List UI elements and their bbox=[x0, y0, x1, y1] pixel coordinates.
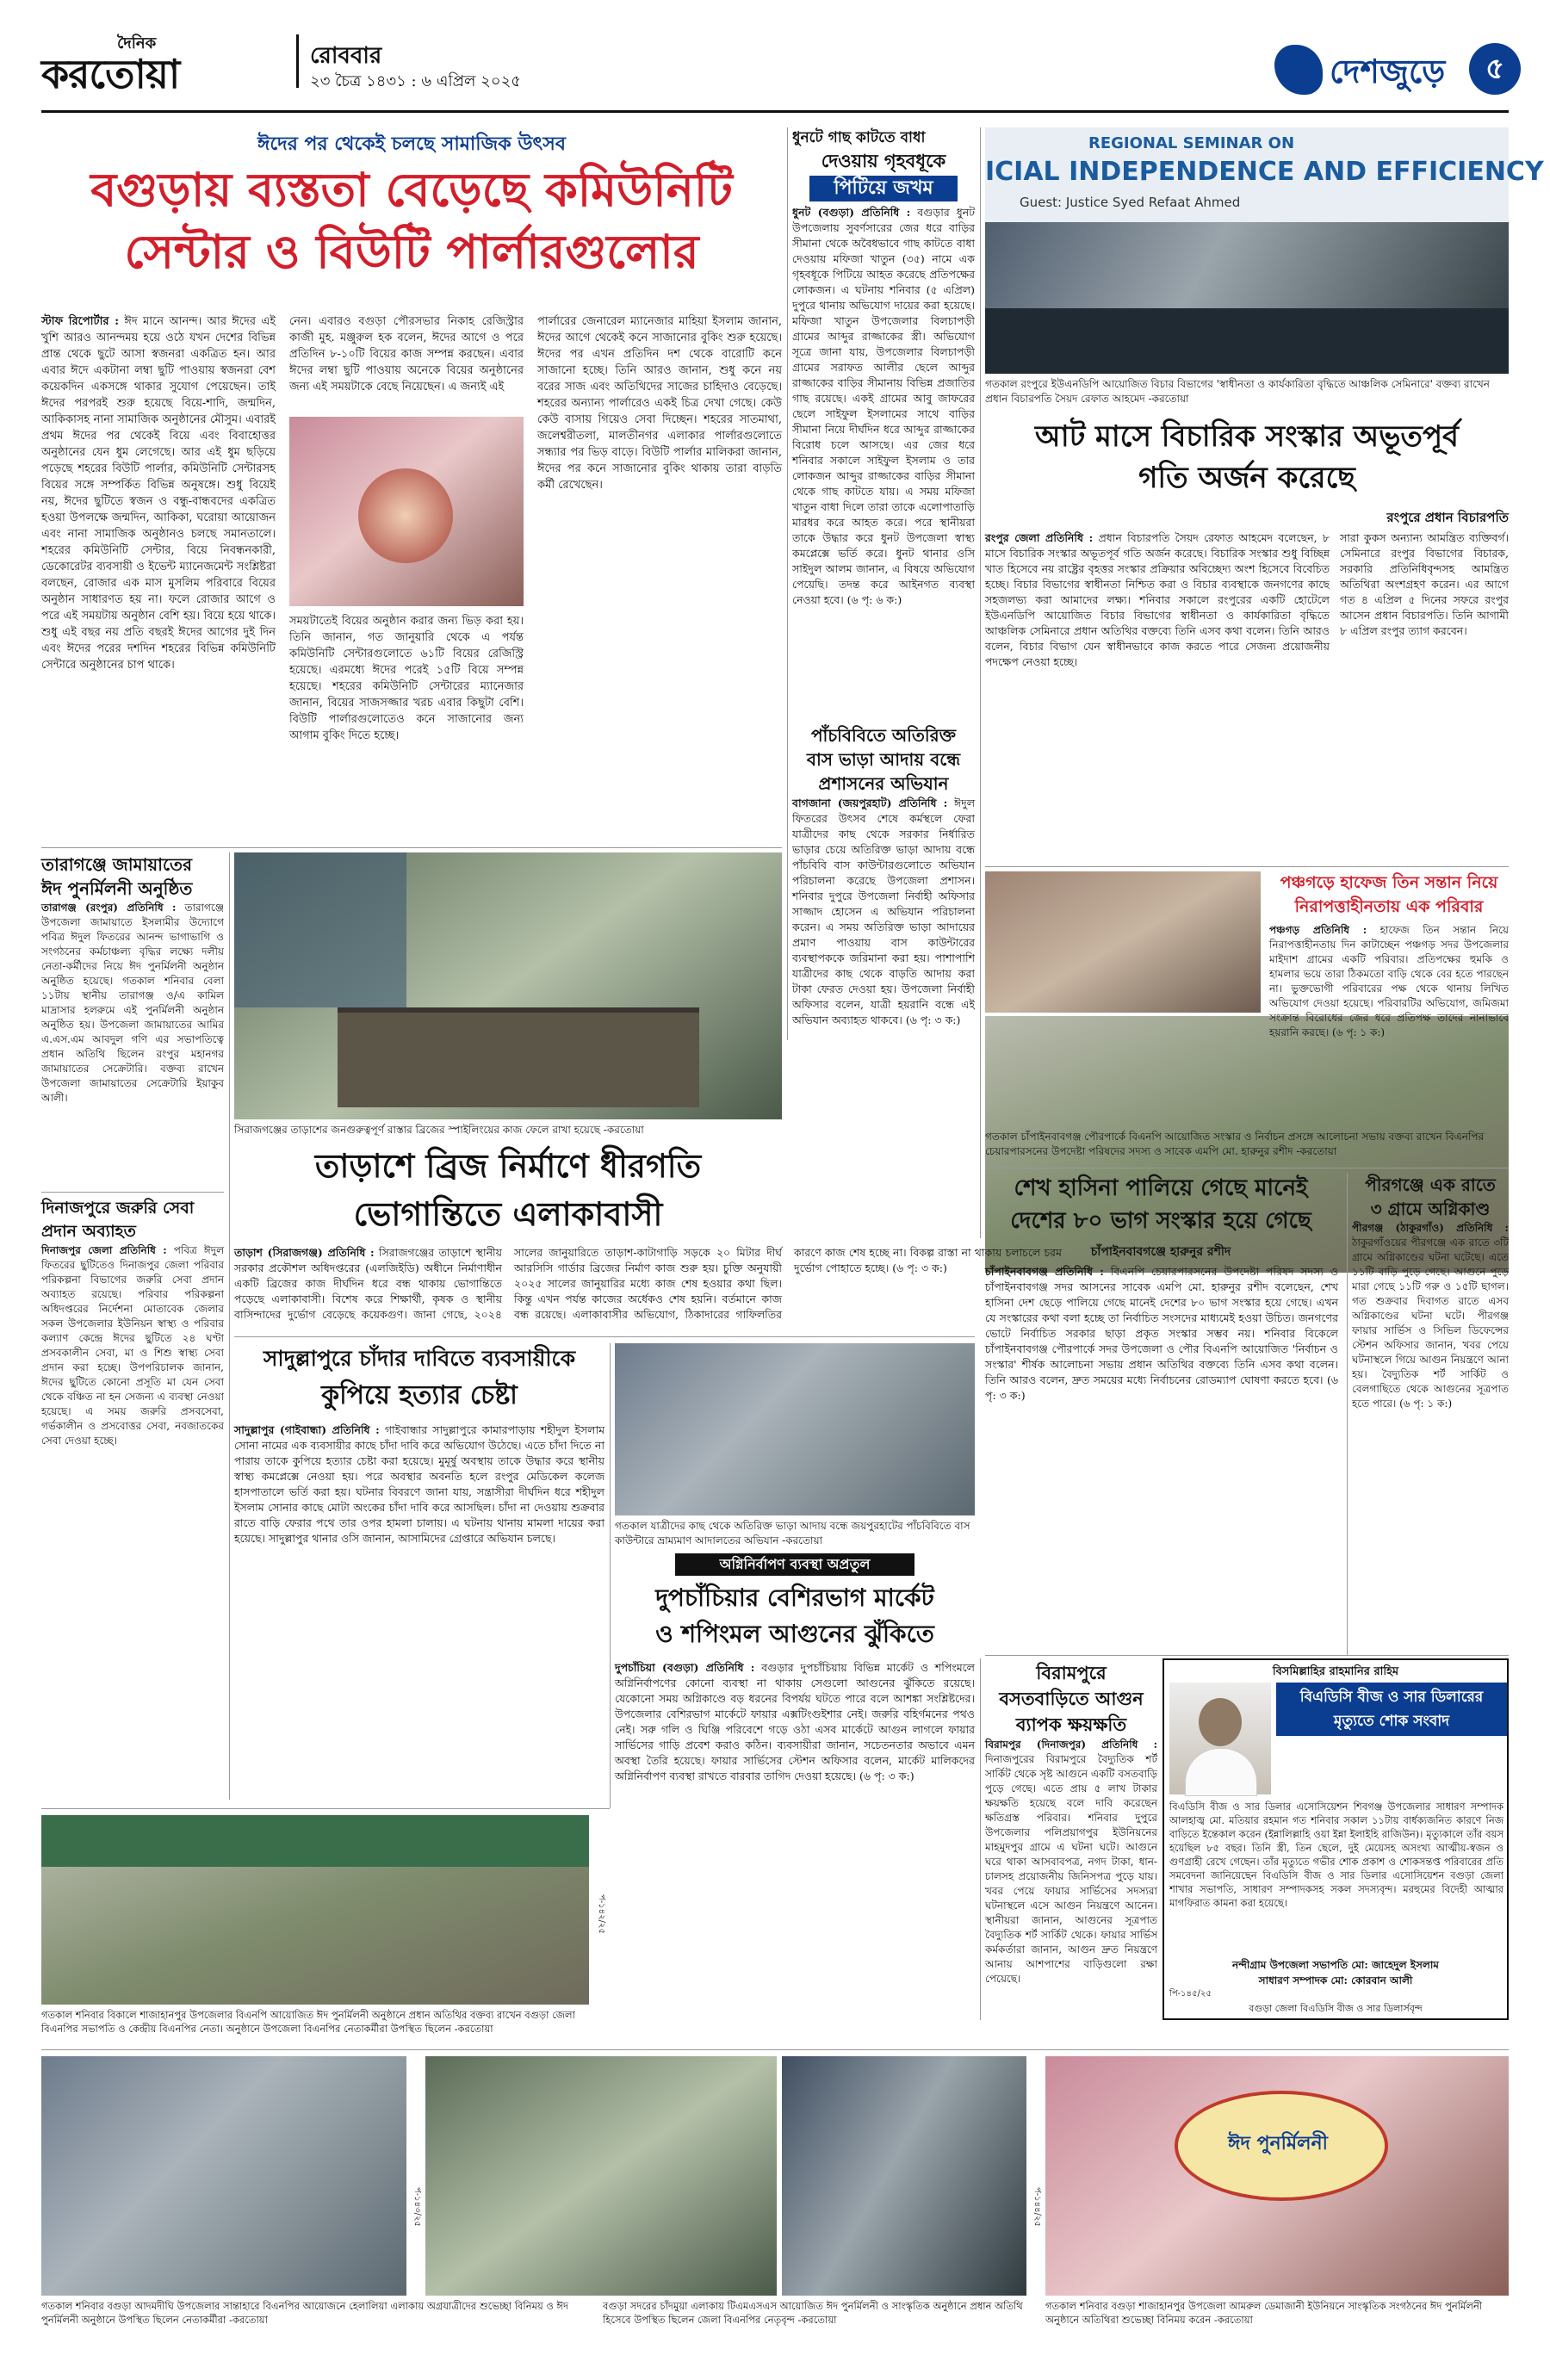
wedding-photo bbox=[289, 417, 524, 606]
sadullapur-headline-1: সাদুল্লাপুরে চাঁদার দাবিতে ব্যবসায়ীকে bbox=[263, 1346, 576, 1371]
lead-body-3: সময়টাতেই বিয়ের অনুষ্ঠান করার জন্য ভিড় করা হয়। তিনি জানান, গত জানুয়ারি থেকে এ পর্যন্ত কমিউনিটি সেন্টারগুলোতে ৬১টি বিয়ের রেজিস্ট্রি হয়েছে। এরমধ্যে ঈদের পরেই ১৫টি বিয়ে সম্পন্ন হয়েছে। শহরের কমিউনিটি সেন্টারের ম্যানেজার জানান, বিয়ের সাজসজ্জার খরচ এবার কিছুটা বেশি। বিউটি পার্লারগুলোতেও কনে সাজানোর জন্য আগাম বুকিং দিতে হচ্ছে। bbox=[289, 615, 524, 742]
shajahanpur-caption: গতকাল শনিবার বিকালে শাজাহানপুর উপজেলার বিএনপি আয়োজিত ঈদ পুনর্মিলনী অনুষ্ঠানে প্রধান অতিথির বক্তব্য রাখেন বগুড়া জেলা বিএনপির সভাপতি ও কেন্দ্রীয় বিএনপির নেতা। অনুষ্ঠানে উপজেলা বিএনপির নেতাকর্মীরা উপস্থিত ছিলেন -করতোয়া bbox=[41, 2009, 575, 2035]
chandmua-photo bbox=[425, 2056, 777, 2296]
sheikh-tagline: চাঁপাইনবাবগঞ্জে হারুনুর রশীদ bbox=[1090, 1245, 1231, 1259]
birampur-headline-3: ব্যাপক ক্ষয়ক্ষতি bbox=[1015, 1714, 1127, 1735]
panchagarh bbox=[1340, 530, 1509, 866]
lead-body-col3 bbox=[537, 313, 782, 830]
sadullapur-story bbox=[234, 1343, 604, 1808]
panchbibi-byline: বাগজানা (জয়পুরহাট) প্রতিনিধি : bbox=[792, 796, 948, 809]
bridge-headline-2: ভোগান্তিতে এলাকাবাসী bbox=[353, 1195, 663, 1233]
dinajpur-story bbox=[41, 1197, 224, 1800]
taraganj-headline-2: ঈদ পুনর্মিলনী অনুষ্ঠিত bbox=[41, 878, 193, 899]
pirganj-body: ঠাকুরগাঁওয়ের পীরগঞ্জে এক রাতে ৩টি গ্রামে অগ্নিকাণ্ডের ঘটনা ঘটেছে। এতে ১১টি বাড়ি পুড়ে গেছে। আগুনে পুড়ে মারা গেছে ১১টি গরু ও ১৫টি ছাগল। গত শুক্রবার দিবাগত রাতে এসব অগ্নিকাণ্ডের ঘটনা ঘটে। পীরগঞ্জ ফায়ার সার্ভিস ও সিভিল ডিফেন্সের স্টেশন অফিসার জানান, খবর পেয়ে ঘটনাস্থলে গিয়ে আগুন নিয়ন্ত্রণে আনা হয়। বৈদ্যুতিক শর্ট সার্কিট ও বেলগাছিতে থেকে আগুনের সূত্রপাত হতে পারে। (৬ পৃ: ১ ক:) bbox=[1352, 1236, 1509, 1410]
lead-headline-2: সেন্টার ও বিউটি পার্লারগুলোর bbox=[124, 225, 699, 279]
lead-body-4: পার্লারের জেনারেল ম্যানেজার মাহিয়া ইসলাম জানান, ঈদের আগে থেকেই কনে সাজানোর বুকিং শুরু হয়েছে। ঈদের পর এখন প্রতিদিন দশ থেকে বারোটি কনে সাজানো হচ্ছে। তিনি আরও জানান, শুধু কনে নয় বরের সাজ এবং অতিথিদের সাজের চাহিদাও বেড়েছে। শহরের অন্যান্য পার্লারেও একই চিত্র দেখা গেছে। কেউ কেউ বাসায় গিয়েও সেবা দিচ্ছেন। শহরের সাতমাথা, জলেশ্বরীতলা, মালতীনগর এলাকার পার্লারগুলোতে সন্ধ্যার পর ভিড় বাড়ে। বিউটি পার্লার মালিকরা জানান, ঈদের পর কনে সাজানোর বুকিং থাকায় তারা বাড়তি কর্মী রেখেছেন। bbox=[537, 315, 782, 492]
sheikh-body: বিএনপি চেয়ারপারসনের উপদেষ্টা পরিষদ সদস্য ও চাঁপাইনবাবগঞ্জ সদর আসনের সাবেক এমপি মো. হারুনুর রশীদ বলেছেন, শেখ হাসিনা দেশ ছেড়ে পালিয়ে গেছে মানেই দেশের ৮০ ভাগ সংস্কার হয়ে গেছে। এখন যে সংস্কারের কথা বলা হচ্ছে তা নির্বাচিত সংসদের মাধ্যমেই হওয়া উচিত। জনগণের ভোটে নির্বাচিত সরকার ছাড়া প্রকৃত সংস্কার সম্ভব নয়। শনিবার বিকেলে চাঁপাইনবাবগঞ্জ পৌরপার্কে সদর উপজেলা ও পৌর বিএনপি আয়োজিত 'নির্বাচন ও সংস্কার' শীর্ষক আলোচনা সভায় প্রধান অতিথির বক্তব্যে তিনি এসব কথা বলেন। তিনি আরও বলেন, দ্রুত সময়ের মধ্যে নির্বাচনের রোডম্যাপ ঘোষণা করতে হবে। (৬ পৃ: ৩ ক:) bbox=[985, 1265, 1339, 1402]
dupchanchia-headline-2: ও শপিংমল আগুনের ঝুঁকিতে bbox=[655, 1620, 934, 1648]
condolence-portrait bbox=[1169, 1683, 1271, 1794]
panchbibi-story bbox=[792, 723, 975, 1240]
birampur-story bbox=[985, 1660, 1157, 2022]
bus-raid-caption: গতকাল যাত্রীদের কাছ থেকে অতিরিক্ত ভাড়া আদায় বন্ধে জয়পুরহাটের পাঁচবিবিতে বাস কাউন্টারে ভ্রাম্যমাণ আদালতের অভিযান -করতোয়া bbox=[615, 1520, 970, 1546]
dinajpur-headline-1: দিনাজপুরে জরুরি সেবা bbox=[41, 1199, 195, 1218]
condolence-ad bbox=[1162, 1658, 1509, 2020]
lead-body-col1 bbox=[41, 313, 276, 830]
dupchanchia-kicker: অগ্নিনির্বাপণ ব্যবস্থা অপ্রতুল bbox=[675, 1553, 914, 1576]
lead-body-1: ঈদ মানে আনন্দ। আর ঈদের এই খুশি আরও আনন্দময় হয়ে ওঠে যখন দেশের বিভিন্ন প্রান্ত থেকে ছুটে আসা স্বজনরা একত্রিত হন। আর এবার ঈদে একটানা লম্বা ছুটি পাওয়ায় স্বজনরা বেশ কয়েকদিন একসঙ্গে থাকার সুযোগ পেয়েছেন। তাই ঈদের পরপরই শুরু হয়েছে বিয়ে-শাদি, জন্মদিন, আকিকাসহ নানা সামাজিক অনুষ্ঠানের মৌসুম। এবারই প্রথম ঈদের পর থেকেই বিয়ে এবং বিবাহোত্তর অনুষ্ঠানের যেন ধুম লেগেছে। আর এই ধুম ছড়িয়ে পড়েছে শহরের বিউটি পার্লার, কমিউনিটি সেন্টারসহ বিয়ের সঙ্গে সম্পর্কিত বিভিন্ন অনুষঙ্গে। শুধু বিয়েই নয়, ঈদের ছুটিতে স্বজন ও বন্ধু-বান্ধবদের একত্রিত হওয়া উপলক্ষে জন্মদিন, আকিকা, ঘরোয়া আয়োজন এবং নানা সামাজিক অনুষ্ঠানও চলছে সমানতালে। শহরের কমিউনিটি সেন্টার, বিয়ে নিবন্ধনকারী, ডেকোরেটর ব্যবসায়ী ও ইভেন্ট ম্যানেজমেন্ট সংশ্লিষ্টরা বলছেন, রোজার এক মাস মুসলিম পরিবারে বিয়ের অনুষ্ঠান সাধারণত হয় না। ফলে রোজার আগে ও পরে এই সময়টায় অনুষ্ঠান বেশি হয়। বিয়ে হয়ে থাকে। শুধু এই বছর নয় প্রতি বছরই ঈদের আগের দুই দিন এবং ঈদের পরের দশদিন শহরের বিভিন্ন কমিউনিটি সেন্টারে অনুষ্ঠানের চাপ থাকে। bbox=[41, 315, 276, 672]
dupchanchia-byline: দুপচাঁচিয়া (বগুড়া) প্রতিনিধি : bbox=[615, 1661, 755, 1674]
lead-body-2: নেন। এবারও বগুড়া পৌরসভার নিকাহ রেজিস্ট্রার কাজী মুহ. মঞ্জুরুল হক বলেন, ঈদের আগে ও পরে প্রতিদিন ৮-১০টি বিয়ের কাজ সম্পন্ন করছেন। এবার ঈদের লম্বা ছুটি পাওয়ায় অনেকে বিয়ের অনুষ্ঠানের জন্য এই সময়টাকে বেছে নিয়েছেন। এ জন্যই এই bbox=[289, 315, 524, 394]
condolence-body: বিএডিসি বীজ ও সার ডিলার এসোসিয়েশন শিবগঞ্জ উপজেলার সাধারণ সম্পাদক আলহাজ্ব মো. মতিয়ার রহমান গত শনিবার সকাল ১১টায় বার্ধক্যজনিত কারণে নিজ বাড়িতে ইন্তেকাল করেন (ইন্নালিল্লাহি ওয়া ইন্না ইলাইহি রাজিউন)। মৃত্যুকালে তাঁর বয়স হয়েছিল ৮৫ বছর। তিনি স্ত্রী, তিন ছেলে, দুই মেয়েসহ অসংখ্য আত্মীয়-স্বজন ও গুণগ্রাহী রেখে গেছেন। তাঁর মৃত্যুতে গভীর শোক প্রকাশ ও শোকসন্তপ্ত পরিবারের প্রতি সমবেদনা জানিয়েছেন বিএডিসি বীজ ও সার ডিলার এসোসিয়েশন বগুড়া জেলা শাখার সভাপতি, সাধারণ সম্পাদকসহ সকল সদস্যবৃন্দ। মরহুমের বিদেহী আত্মার মাগফিরাত কামনা করা হয়েছে। bbox=[1169, 1800, 1504, 1909]
panchbibi-headline-3: প্রশাসনের অভিযান bbox=[818, 773, 949, 794]
masthead bbox=[0, 0, 1550, 121]
dhunat-headline-2: পিটিয়ে জখম bbox=[809, 176, 958, 201]
dinajpur-headline-2: প্রদান অব্যাহত bbox=[41, 1222, 136, 1241]
sheikh-byline: চাঁপাইনবাবগঞ্জ প্রতিনিধি : bbox=[985, 1265, 1104, 1278]
condolence-sign-2: সাধারণ সম্পাদক মো: কোরবান আলী bbox=[1258, 1974, 1413, 1986]
dinajpur-byline: দিনাজপুর জেলা প্রতিনিধি : bbox=[41, 1244, 167, 1256]
santahar-caption: গতকাল শনিবার বগুড়া আদমদীঘি উপজেলার সান্তাহারে বিএনপির আয়োজনে হেলালিয়া এলাকায় অগ্রযাত্রীদের শুভেচ্ছা বিনিময় ও ঈদ পুনর্মিলনী অনুষ্ঠানে উপস্থিত ছিলেন নেতাকর্মীরা -করতোয়া bbox=[41, 2300, 569, 2326]
birampur-byline: বিরামপুর (দিনাজপুর) প্রতিনিধি : bbox=[985, 1739, 1157, 1751]
panchagarh-byline: পঞ্চগড় প্রতিনিধি : bbox=[1269, 924, 1367, 936]
reunion-banner bbox=[1175, 2091, 1388, 2201]
sadullapur-body: গাইবান্ধার সাদুল্লাপুরে কামারপাড়ায় শহীদুল ইসলাম সোনা নামের এক ব্যবসায়ীর কাছে চাঁদা দাবি করে অভিযোগ উঠেছে। এতে চাঁদা দিতে না পারায় তাকে কুপিয়ে হত্যার চেষ্টা করা হয়েছে। মুমূর্ষু অবস্থায় তাকে উদ্ধার করে স্থানীয় স্বাস্থ্য কমপ্লেক্সে নেওয়া হয়। পরে অবস্থার অবনতি হলে রংপুর মেডিকেল কলেজ হাসপাতালে ভর্তি করা হয়। ঘটনার বিবরণে জানা যায়, সন্ত্রাসীরা দীর্ঘদিন ধরে শহীদুল ইসলাম সোনার কাছে মোটা অংকের চাঁদা দাবি করে আসছিল। চাঁদা না দেওয়ায় শুক্রবার রাতে বাড়ি ফেরার পথে তার ওপর হামলা চালায়। এ ঘটনায় থানায় মামলা দায়ের করা হয়েছে। সাদুল্লাপুর থানার ওসি জানান, আসামিদের গ্রেপ্তারে অভিযান চলছে। bbox=[234, 1423, 605, 1545]
lead-byline: স্টাফ রিপোর্টার : bbox=[41, 315, 120, 328]
seminar-body-2: সারা কুকস অন্যান্য আমন্ত্রিত ব্যক্তিবর্গ। সেমিনারে রংপুর বিভাগের বিচারক, সরকারি প্রতিনিধিবৃন্দসহ আমন্ত্রিত অতিথিরা অংশগ্রহণ করেন। এর আগে গত ৪ এপ্রিল ৫ দিনের সফরে রংপুর আসেন প্রধান বিচারপতি। তিনি আগামী ৮ এপ্রিল রংপুর ত্যাগ করবেন। bbox=[1340, 531, 1509, 637]
bridge-photo bbox=[234, 852, 782, 1119]
seminar-headline-1: আট মাসে বিচারিক সংস্কার অভূতপূর্ব bbox=[1035, 419, 1459, 454]
bridge-byline: তাড়াশ (সিরাজগঞ্জ) প্রতিনিধি : bbox=[234, 1246, 375, 1259]
seminar-banner-1: REGIONAL SEMINAR ON bbox=[1088, 134, 1295, 152]
panchagarh-headline-1: পঞ্চগড়ে হাফেজ তিন সন্তান নিয়ে bbox=[1280, 873, 1498, 892]
logo-main: করতোয়া bbox=[41, 51, 180, 97]
taraganj-byline: তারাগঞ্জ (রংপুর) প্রতিনিধি : bbox=[41, 902, 177, 914]
side-code-3: প-১৪৪/২৫ bbox=[1032, 2187, 1042, 2227]
sheikh-headline-1: শেখ হাসিনা পালিয়ে গেছে মানেই bbox=[1014, 1175, 1308, 1201]
bangladesh-map-icon bbox=[1274, 45, 1323, 95]
seminar-byline: রংপুর জেলা প্রতিনিধি : bbox=[985, 531, 1094, 544]
dhunat-byline: ধুনট (বগুড়া) প্রতিনিধি : bbox=[792, 206, 911, 219]
birampur-body: দিনাজপুরের বিরামপুরে বৈদ্যুতিক শর্ট সার্কিট থেকে সৃষ্ট আগুনে একটি বসতবাড়ি পুড়ে গেছে। এতে প্রায় ৫ লাখ টাকার ক্ষয়ক্ষতি হয়েছে বলে দাবি করেছেন ক্ষতিগ্রস্ত পরিবার। শনিবার দুপুরে উপজেলার পলিপ্রয়াগপুর ইউনিয়নের মাহমুদপুর গ্রামে এ ঘটনা ঘটে। আগুনে ঘরে থাকা আসবাবপত্র, নগদ টাকা, ধান-চালসহ প্রয়োজনীয় জিনিসপত্র পুড়ে যায়। খবর পেয়ে ফায়ার সার্ভিসের সদস্যরা ঘটনাস্থলে এসে আগুন নিয়ন্ত্রণে আনেন। স্থানীয়রা জানান, আগুনের সূত্রপাত বৈদ্যুতিক শর্ট সার্কিট থেকে। ফায়ার সার্ভিস কর্মকর্তারা জানান, আগুন দ্রুত নিয়ন্ত্রণে আনায় আশপাশের বাড়িগুলো রক্ষা পেয়েছে। bbox=[985, 1753, 1157, 1985]
taraganj-body: তারাগঞ্জে উপজেলা জামায়াতে ইসলামীর উদ্যোগে পবিত্র ঈদুল ফিতরের আনন্দ ভাগাভাগি ও সংগঠনের কর্মচাঞ্চল্য বৃদ্ধির লক্ষ্যে দলীয় নেতা-কর্মীদের নিয়ে ঈদ পুনর্মিলনী অনুষ্ঠান অনুষ্ঠিত হয়েছে। গতকাল শনিবার বেলা ১১টায় স্থানীয় তারাগঞ্জ ও/এ কামিল মাদ্রাসার হলরুমে এই পুনর্মিলনী অনুষ্ঠান অনুষ্ঠিত হয়। উপজেলা জামায়াতের আমির এ.এস.এম আবদুল গণি এর সভাপতিত্বে প্রধান অতিথি ছিলেন রংপুর মহানগর জামায়াতের সেক্রেটারি। বক্তব্য রাখেন উপজেলা জামায়াতের সেক্রেটারি ইয়াকুব আলী। bbox=[41, 902, 224, 1104]
panchagarh-body: হাফেজ তিন সন্তান নিয়ে নিরাপত্তাহীনতায় দিন কাটাচ্ছেন পঞ্চগড় সদর উপজেলার মাইদাশ গ্রামের একটি পরিবার। প্রতিপক্ষের হুমকি ও হামলার ভয়ে তারা ঠিকমতো বাড়ি থেকে বের হতে পারছেন না। ভুক্তভোগী পরিবারের পক্ষ থেকে থানায় লিখিত অভিযোগ দেওয়া হয়েছে। পরিবারটির অভিযোগ, জমিজমা সংক্রান্ত বিরোধের জের ধরে প্রতিপক্ষ তাদের নানাভাবে হয়রানি করছে। (৬ পৃ: ১ ক:) bbox=[1269, 924, 1509, 1038]
page-number: ৫ bbox=[1469, 43, 1521, 95]
panchbibi-headline-2: বাস ভাড়া আদায় বন্ধে bbox=[806, 749, 961, 770]
condolence-title-1: বিএডিসি বীজ ও সার ডিলারের bbox=[1299, 1689, 1484, 1706]
dhunat-body: বগুড়ার ধুনট উপজেলায় সুবর্ণসারের জের ধরে বাড়ির সীমানা থেকে অবৈধভাবে গাছ কাটতে বাধা দেওয়ায় মফিজা খাতুন (৩৫) নামে এক গৃহবধূকে পিটিয়ে আহত করেছে প্রতিপক্ষের লোকজন। এ ঘটনায় শনিবার (৫ এপ্রিল) দুপুরে থানায় অভিযোগ দায়ের করা হয়েছে। মফিজা খাতুন উপজেলার বিলচাপড়ী গ্রামের আব্দুর রাজ্জাকের স্ত্রী। অভিযোগ সূত্রে জানা যায়, উপজেলার বিলচাপড়ী গ্রামের সরাফত আলীর ছেলে আব্দুর রাজ্জাকের বাড়ির সীমানায় বিভিন্ন প্রজাতির গাছ রয়েছে। একই গ্রামের আবু জাফরের ছেলে সাইফুল ইসলামের সাথে বাড়ির সীমানা নিয়ে দীর্ঘদিন ধরে আব্দুর রাজ্জাকের বিরোধ চলে আসছে। এর জের ধরে শনিবার সকালে সাইফুল ইসলাম ও তার লোকজন আব্দুর রাজ্জাকের বাড়ির সীমানা থেকে গাছ কাটতে যায়। এ সময় মফিজা খাতুন বাধা দিলে তারা তাকে এলোপাতাড়ি মারধর করে আহত করে। পরে স্থানীয়রা তাকে উদ্ধার করে ধুনট উপজেলা স্বাস্থ্য কমপ্লেক্সে ভর্তি করে। ধুনট থানার ওসি সাইদুল আলম জানান, এ বিষয়ে অভিযোগ পেয়েছি। তদন্ত করে আইনগত ব্যবস্থা নেওয়া হবে। (৬ পৃ: ৬ ক:) bbox=[792, 206, 976, 606]
bus-raid-photo bbox=[615, 1343, 975, 1515]
lead-body-col2-bottom bbox=[289, 613, 524, 828]
logo-small: দৈনিক bbox=[117, 34, 157, 53]
sadullapur-headline-2: কুপিয়ে হত্যার চেষ্টা bbox=[321, 1380, 518, 1410]
condolence-header: বিসমিল্লাহির রাহমানির রাহিম bbox=[1272, 1665, 1399, 1678]
side-code-2: প-১৪৩/২৫ bbox=[412, 2187, 422, 2228]
amrul-caption: গতকাল শনিবার বগুড়া শাজাহানপুর উপজেলা আমরুল ডেমাজানী ইউনিয়নে সাংস্কৃতিক সংগঠনের ঈদ পুনর্মিলনী অনুষ্ঠানে অতিথিরা শুভেচ্ছা বিনিময় করেন -করতোয়া bbox=[1045, 2300, 1483, 2326]
seminar-photo bbox=[985, 127, 1544, 374]
condolence-sign-1: নন্দীগ্রাম উপজেলা সভাপতি মো: জাহেদুল ইসলাম bbox=[1232, 1959, 1439, 1971]
dinajpur-body: পবিত্র ঈদুল ফিতরের ছুটিতেও দিনাজপুর জেলা পরিবার পরিকল্পনা বিভাগের জরুরি সেবা প্রদান অব্যাহত রয়েছে। পরিবার পরিকল্পনা অধিদপ্তরের নির্দেশনা মোতাবেক জেলার সকল উপজেলার ইউনিয়ন স্বাস্থ্য ও পরিবার কল্যাণ কেন্দ্রে ঈদের ছুটিতে ২৪ ঘণ্টা প্রসবকালীন সেবা, মা ও শিশু স্বাস্থ্য সেবা প্রদান করা হচ্ছে। উপপরিচালক জানান, ঈদের ছুটিতে কোনো প্রসূতি মা যেন সেবা থেকে বঞ্চিত না হন সেজন্য এ ব্যবস্থা নেওয়া হয়েছে। এ সময় জরুরি প্রসবসেবা, গর্ভকালীন ও প্রসবোত্তর সেবা, নবজাতকের সেবা দেওয়া হচ্ছে। bbox=[41, 1244, 225, 1447]
pirganj-byline: পীরগঞ্জ (ঠাকুরগাঁও) প্রতিনিধি : bbox=[1352, 1222, 1509, 1234]
dupchanchia-headline-1: দুপচাঁচিয়ার বেশিরভাগ মার্কেট bbox=[655, 1584, 934, 1612]
sherpur-photo bbox=[782, 2056, 1026, 2296]
hands-icon bbox=[358, 468, 453, 563]
dhunat-story bbox=[792, 127, 975, 722]
panchagarh-real bbox=[985, 871, 1509, 1038]
panchagarh-side-photo bbox=[985, 871, 1261, 1013]
seminar-body-1: প্রধান বিচারপতি সৈয়দ রেফাত আহমেদ বলেছেন, ৮ মাসে বিচারিক সংস্কার অভূতপূর্ব গতি অর্জন করেছে। বিচারিক সংস্কার শুধু বিচ্ছিন্ন খাত হিসেবে নয় রাষ্ট্রের বৃহত্তর সংস্কার প্রক্রিয়ার অবিচ্ছেদ্য অংশ হিসেবে বিবেচিত হচ্ছে। বিচার বিভাগের স্বাধীনতা নিশ্চিত করা ও বিচার ব্যবস্থাকে জনগণের কাছে সহজলভ্য করা আমাদের লক্ষ্য। শনিবার সকালে রংপুরের একটি হোটেলে ইউএনডিপি আয়োজিত বিচার বিভাগের স্বাধীনতা ও কার্যকারিতা বৃদ্ধিতে আঞ্চলিক সেমিনারে প্রধান অতিথির বক্তব্যে তিনি এসব কথা বলেন। তিনি আরও বলেন, বিচার বিভাগ যেন স্বাধীনভাবে কাজ করতে পারে সেজন্য প্রয়োজনীয় পদক্ষেপ নেওয়া হচ্ছে। bbox=[985, 531, 1330, 668]
bridge-body: সিরাজগঞ্জের তাড়াশে স্থানীয় সরকার প্রকৌশল অধিদপ্তরের (এলজিইডি) অধীনে নির্মাণাধীন একটি ব্রিজের কাজ দীর্ঘদিন ধরে বন্ধ থাকায় ভোগান্তিতে পড়েছে এলাকাবাসী। বিশেষ করে শিক্ষার্থী, কৃষক ও স্থানীয় বাসিন্দাদের দুর্ভোগ বেড়েছে কয়েকগুণ। জানা গেছে, ২০২৪ সালের জানুয়ারিতে তাড়াশ-কাটাগাড়ি সড়কে ২০ মিটার দীর্ঘ আরসিসি গার্ডার ব্রিজের নির্মাণ কাজ শুরু হয়। চুক্তি অনুযায়ী ২০২৫ সালের জানুয়ারির মধ্যে কাজ শেষ হওয়ার কথা ছিল। কিন্তু এখন পর্যন্ত কাজের অর্ধেকও শেষ হয়নি। বর্তমানে কাজ বন্ধ রয়েছে। এলাকাবাসীর অভিযোগ, ঠিকাদারের গাফিলতির কারণে কাজ শেষ হচ্ছে না। বিকল্প রাস্তা না থাকায় চলাচলে চরম দুর্ভোগ পোহাতে হচ্ছে। (৬ পৃ: ৩ ক:) bbox=[234, 1246, 1062, 1321]
masthead-day: রোববার bbox=[310, 43, 382, 69]
birampur-headline-1: বিরামপুরে bbox=[1036, 1663, 1107, 1683]
dhunat-headline-1: দেওয়ায় গৃহবধূকে bbox=[821, 151, 946, 171]
person-icon bbox=[1199, 1698, 1242, 1746]
pirganj-headline-2: ৩ গ্রামে অগ্নিকাণ্ড bbox=[1370, 1199, 1491, 1219]
chandmua-caption: বগুড়া সদরের চাঁদমুয়া এলাকায় টিএমএসএস আয়োজিত ঈদ পুনর্মিলনী ও সাংস্কৃতিক অনুষ্ঠানে প্রধান অতিথি হিসেবে উপস্থিত ছিলেন জেলা বিএনপির নেতৃবৃন্দ -করতোয়া bbox=[603, 2300, 1023, 2326]
lead-story bbox=[41, 121, 782, 844]
shajahanpur-photo bbox=[41, 1815, 589, 2005]
lead-kicker: ঈদের পর থেকেই চলছে সামাজিক উৎসব bbox=[257, 133, 567, 155]
section-badge bbox=[1274, 41, 1524, 102]
dhunat-kicker: ধুনটে গাছ কাটতে বাধা bbox=[792, 129, 926, 146]
seminar-banner-3: Guest: Justice Syed Refaat Ahmed bbox=[1020, 195, 1241, 210]
seminar-headline-2: গতি অর্জন করেছে bbox=[1138, 461, 1355, 495]
taraganj-story bbox=[41, 852, 224, 1188]
chapai-caption: গতকাল চাঁপাইনবাবগঞ্জ পৌরপার্কে বিএনপি আয়োজিত সংস্কার ও নির্বাচন প্রসঙ্গে আলোচনা সভায় বক্তব্য রাখেন বিএনপির চেয়ারপারসনের উপদেষ্টা পরিষদের সদস্য ও সাবেক এমপি মো. হারুনুর রশীদ -করতোয়া bbox=[985, 1131, 1485, 1157]
birampur-headline-2: বসতবাড়িতে আগুন bbox=[999, 1689, 1144, 1709]
panchbibi-headline-1: পাঁচবিবিতে অতিরিক্ত bbox=[810, 725, 957, 746]
amrul-photo bbox=[1045, 2056, 1509, 2296]
panchbibi-body: ঈদুল ফিতরের উৎসব শেষে কর্মস্থলে ফেরা যাত্রীদের কাছ থেকে সরকার নির্ধারিত ভাড়ার চেয়ে অতিরিক্ত ভাড়া আদায় বন্ধে পাঁচবিবি বাস কাউন্টারগুলোতে অভিযান পরিচালনা করেছে উপজেলা প্রশাসন। শনিবার দুপুরে উপজেলা নির্বাহী অফিসার সাজ্জাদ হোসেন এ অভিযান পরিচালনা করেন। এ সময় অতিরিক্ত ভাড়া আদায়ের প্রমাণ পাওয়ায় বাস কাউন্টারের ব্যবস্থাপককে জরিমানা করা হয়। পাশাপাশি যাত্রীদের কাছ থেকে বাড়তি আদায় করা টাকা ফেরত দেওয়া হয়। উপজেলা নির্বাহী অফিসার বলেন, যাত্রী হয়রানি বন্ধে এই অভিযান অব্যাহত থাকবে। (৬ পৃ: ৩ ক:) bbox=[792, 796, 976, 1026]
pirganj-headline-1: পীরগঞ্জে এক রাতে bbox=[1365, 1175, 1496, 1195]
lead-headline-1: বগুড়ায় ব্যস্ততা বেড়েছে কমিউনিটি bbox=[90, 163, 733, 217]
panchagarh-headline-2: নিরাপত্তাহীনতায় এক পরিবার bbox=[1294, 897, 1484, 916]
reunion-banner-text: ঈদ পুনর্মিলনী bbox=[1228, 2133, 1328, 2154]
bridge-caption: সিরাজগঞ্জের তাড়াশের জনগুরুত্বপূর্ণ রাস্তার ব্রিজের স্পাইলিংয়ের কাজ ফেলে রাখা হয়েছে -করতোয়া bbox=[234, 1124, 644, 1136]
santahar-photo bbox=[41, 2056, 406, 2296]
lead-body-col2-top bbox=[289, 313, 524, 408]
sheikh-headline-2: দেশের ৮০ ভাগ সংস্কার হয়ে গেছে bbox=[1010, 1208, 1311, 1234]
sadullapur-byline: সাদুল্লাপুর (গাইবান্ধা) প্রতিনিধি : bbox=[234, 1423, 380, 1436]
condolence-title-2: মৃত্যুতে শোক সংবাদ bbox=[1333, 1713, 1450, 1730]
side-code-1: প-১৪২/২৫ bbox=[597, 1894, 606, 1935]
bridge-headline-1: তাড়াশে ব্রিজ নির্মাণে ধীরগতি bbox=[314, 1147, 702, 1185]
condolence-sign-3: বগুড়া জেলা বিএডিসি বীজ ও সার ডিলার্সবৃন্দ bbox=[1249, 2003, 1423, 2014]
taraganj-headline-1: তারাগঞ্জে জামায়াতের bbox=[41, 854, 193, 875]
masthead-date: ২৩ চৈত্র ১৪৩১ : ৬ এপ্রিল ২০২৫ bbox=[310, 72, 521, 90]
seminar-caption: গতকাল রংপুরে ইউএনডিপি আয়োজিত বিচার বিভাগের 'স্বাধীনতা ও কার্যকারিতা বৃদ্ধিতে আঞ্চলিক সেমিনারে' বক্তব্য রাখেন প্রধান বিচারপতি সৈয়দ রেফাত আহমেদ -করতোয়া bbox=[985, 378, 1490, 405]
seminar-banner-2: ICIAL INDEPENDENCE AND EFFICIENCY bbox=[985, 157, 1544, 187]
section-title: দেশজুড়ে bbox=[1330, 53, 1446, 90]
condolence-code: পি-১৪৫/২৫ bbox=[1169, 1989, 1212, 1999]
masthead-logo bbox=[41, 31, 300, 97]
dupchanchia-body: বগুড়ার দুপচাঁচিয়ায় বিভিন্ন মার্কেট ও শপিংমলে অগ্নিনির্বাপণের কোনো ব্যবস্থা না থাকায় সেগুলো আগুনের ঝুঁকিতে রয়েছে। যেকোনো সময় অগ্নিকাণ্ডে বড় ধরনের বিপর্যয় ঘটতে পারে বলে আশঙ্কা সংশ্লিষ্টদের। উপজেলার বেশিরভাগ মার্কেটে ফায়ার এক্সটিংগুইশার নেই। জরুরি বহির্গমনের পথও নেই। সরু গলি ও ঘিঞ্জি পরিবেশে গড়ে ওঠা এসব মার্কেটে আগুন লাগলে ফায়ার সার্ভিসের গাড়ি প্রবেশ করাও কঠিন। ব্যবসায়ীরা জানান, সচেতনতার অভাবে এমন অবস্থা তৈরি হয়েছে। ফায়ার সার্ভিসের স্টেশন অফিসার বলেন, মার্কেট মালিকদের অগ্নিনির্বাপণ ব্যবস্থা রাখতে বারবার তাগিদ দেওয়া হয়েছে। (৬ পৃ: ৩ ক:) bbox=[615, 1661, 975, 1782]
seminar-tagline: রংপুরে প্রধান বিচারপতি bbox=[1386, 510, 1509, 525]
pirganj-story bbox=[1352, 1173, 1509, 1655]
